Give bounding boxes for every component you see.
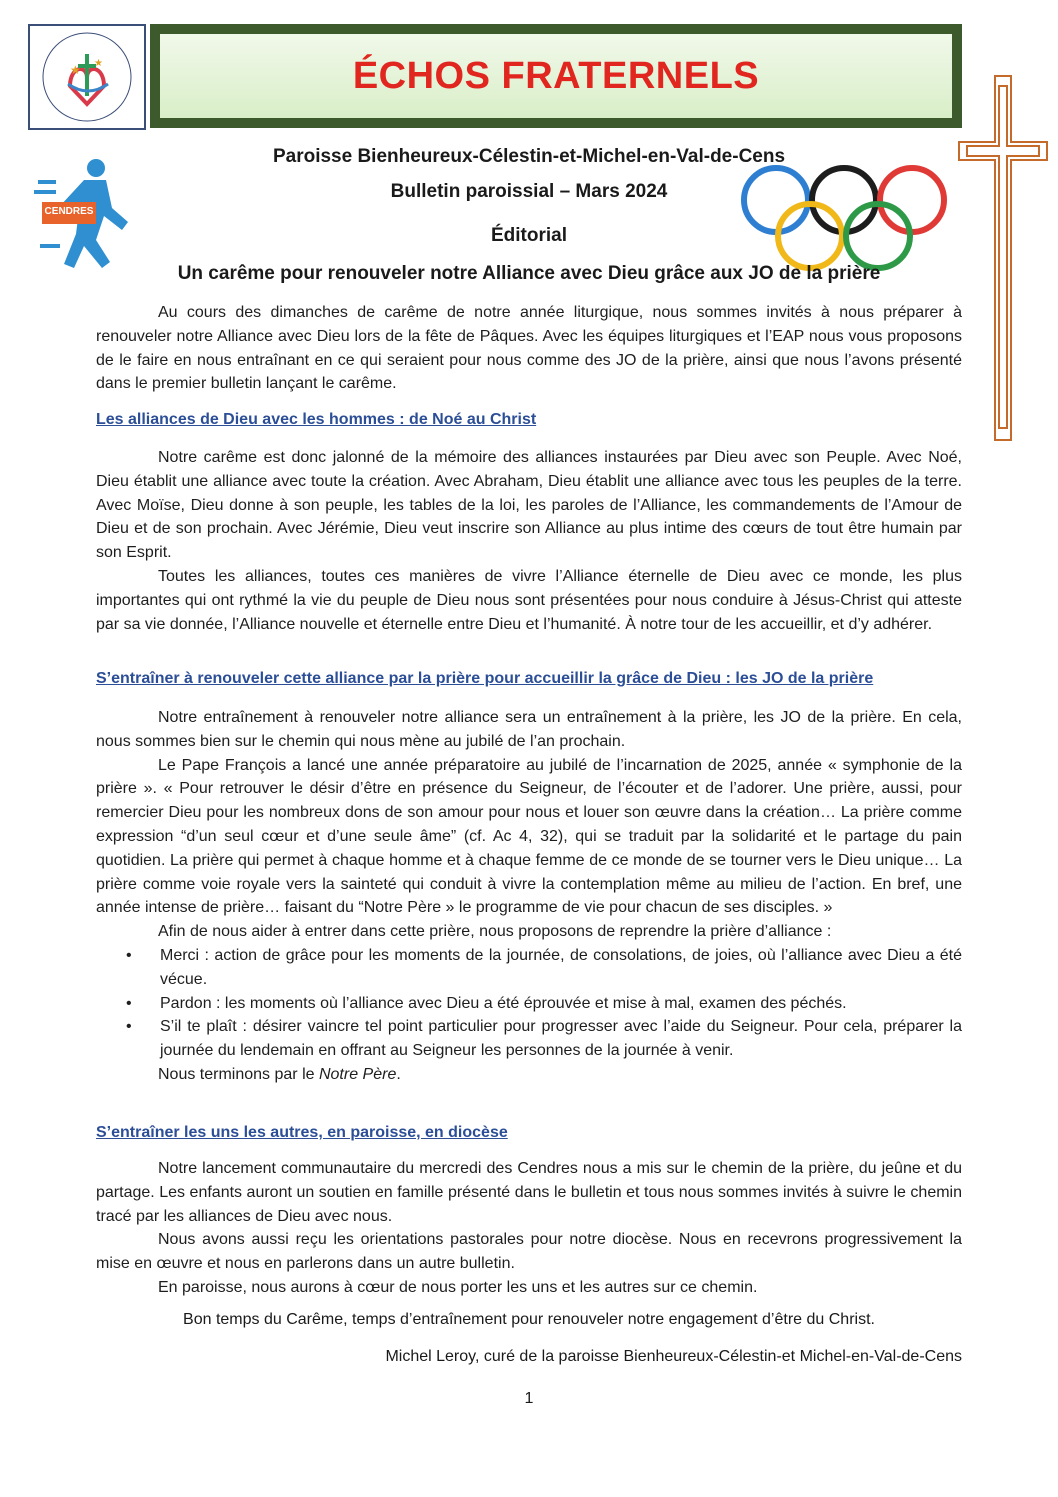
intro-paragraph: Au cours des dimanches de carême de notre année liturgique, nous sommes invités à nous préparer à renouveler notre Alliance avec Dieu lors de la fête de Pâques. Avec les équipes liturgiques et l’EAP nous vous proposons de le faire en nous entraînant en ce qui seraient pour nous comme des JO de la prière, ainsi que nous l’avons présenté dans le premier bulletin lançant le carême. <box>96 304 962 393</box>
list-item-text: Merci : action de grâce pour les moments de la journée, de consolations, de joies, où l’alliance avec Dieu a été vécue. <box>160 946 962 988</box>
list-item <box>96 992 962 1016</box>
bullet-icon: • <box>126 1018 132 1036</box>
section2-body <box>96 706 962 1087</box>
newsletter-title: ÉCHOS FRATERNELS <box>352 54 760 97</box>
section2-heading: S’entraîner à renouveler cette alliance par la prière pour accueillir la grâce de Dieu : les JO de la prière <box>96 670 874 687</box>
section3-paragraph-2: Nous avons aussi reçu les orientations pastorales pour notre diocèse. Nous en recevrons progressivement la mise en œuvre et nous en parlerons dans un autre bulletin. <box>96 1231 962 1273</box>
title-banner <box>150 24 962 128</box>
parish-logo-emblem <box>30 26 144 128</box>
parish-name: Paroisse Bienheureux-Célestin-et-Michel-en-Val-de-Cens <box>272 146 786 167</box>
list-item <box>96 1015 962 1063</box>
section2-paragraph-3: Afin de nous aider à entrer dans cette prière, nous proposons de reprendre la prière d’alliance : <box>158 923 832 941</box>
closing-italic: Notre Père <box>318 1065 397 1083</box>
section2-paragraph-1: Notre entraînement à renouveler notre alliance sera un entraînement à la prière, les JO de la prière. En cela, nous sommes bien sur le chemin qui nous mène au jubilé de l’an prochain. <box>96 709 962 750</box>
bullet-icon: • <box>126 994 132 1012</box>
section1-paragraph-1: Notre carême est donc jalonné de la mémoire des alliances instaurées par Dieu avec son Peuple. Avec Noé, Dieu établit une alliance avec toute la création. Avec Abraham, Dieu établit une alliance avec tous les peuples de la terre. Avec Moïse, Dieu donne à son peuple, les tables de la loi, les paroles de l’Alliance, les commandements de l’Amour de Dieu et de son prochain. Avec Jérémie, Dieu veut inscrire son Alliance au plus intime des cœurs de tout être humain par son Esprit. <box>96 449 962 562</box>
closing-prefix: Nous terminons par le <box>158 1065 319 1083</box>
cendres-label: CENDRES <box>44 206 94 217</box>
closing-suffix: . <box>396 1065 401 1083</box>
svg-text:★: ★ <box>70 63 81 77</box>
parish-logo <box>28 24 146 130</box>
bulletin-title: Bulletin paroissial – Mars 2024 <box>390 181 668 202</box>
list-item <box>96 944 962 992</box>
bullet-icon: • <box>126 946 132 964</box>
section2-closing <box>96 1063 962 1087</box>
olympic-rings-image <box>736 160 956 278</box>
prayer-list <box>96 944 962 1063</box>
intro-block <box>96 301 962 396</box>
list-item-text: Pardon : les moments où l’alliance avec Dieu a été éprouvée et mise à mal, examen des péchés. <box>160 994 847 1012</box>
closing-wish: Bon temps du Carême, temps d’entraînement pour renouveler notre engagement d’être du Christ. <box>183 1311 875 1328</box>
section3-paragraph-1: Notre lancement communautaire du mercredi des Cendres nous a mis sur le chemin de la prière, du jeûne et du partage. Les enfants auront un soutien en famille présenté dans le bulletin et tous nous sommes invités à suivre le chemin tracé par les alliances de Dieu avec nous. <box>96 1160 962 1225</box>
cross-image <box>955 72 1051 444</box>
section1-paragraph-2: Toutes les alliances, toutes ces manières de vivre l’Alliance éternelle de Dieu avec ce monde, les plus importantes qui ont rythmé la vie du peuple de Dieu nous sont présentées pour nous conduire à Jésus-Christ qui atteste par sa vie donnée, l’Alliance nouvelle et éternelle entre Dieu et l’humanité. À notre tour de les accueillir, et d’y adhérer. <box>96 567 962 633</box>
editorial-title: Un carême pour renouveler notre Alliance avec Dieu grâce aux JO de la prière <box>177 263 881 284</box>
section3-heading: S’entraîner les uns les autres, en paroisse, en diocèse <box>96 1124 508 1141</box>
svg-text:★: ★ <box>94 58 103 69</box>
section2-paragraph-2: Le Pape François a lancé une année préparatoire au jubilé de l’incarnation de 2025, année « symphonie de la prière ». « Pour retrouver le désir d’être en présence du Seigneur, de l’écouter et de l’adorer. Une prière, aussi, pour remercier Dieu pour les nombreux dons de son amour pour nous et louer son œuvre dans la création… La prière comme expression “d’un seul cœur et d’une seule âme” (cf. Ac 4, 32), qui se traduit par la solidarité et le partage du pain quotidien. La prière qui permet à chaque homme et à chaque femme de ce monde de se tourner vers le Dieu unique… La prière comme voie royale vers la sainteté qui conduit à vivre la contemplation même au milieu de l’action. En bref, une année intense de prière… faisant du “Notre Père » le programme de vie pour chacun de ses disciples. » <box>96 756 962 917</box>
page-number: 1 <box>524 1390 534 1407</box>
list-item-text: S’il te plaît : désirer vaincre tel point particulier pour progresser avec l’aide du Seigneur. Pour cela, préparer la journée du lendemain en offrant au Seigneur les personnes de la journée à venir. <box>160 1018 962 1060</box>
section1-heading: Les alliances de Dieu avec les hommes : de Noé au Christ <box>96 411 537 428</box>
section3-paragraph-3: En paroisse, nous aurons à cœur de nous porter les uns et les autres sur ce chemin. <box>158 1278 758 1296</box>
signature: Michel Leroy, curé de la paroisse Bienheureux-Célestin-et Michel-en-Val-de-Cens <box>385 1348 962 1365</box>
section3-body <box>96 1157 962 1300</box>
section-label: Éditorial <box>490 225 567 246</box>
section1-body <box>96 446 962 636</box>
